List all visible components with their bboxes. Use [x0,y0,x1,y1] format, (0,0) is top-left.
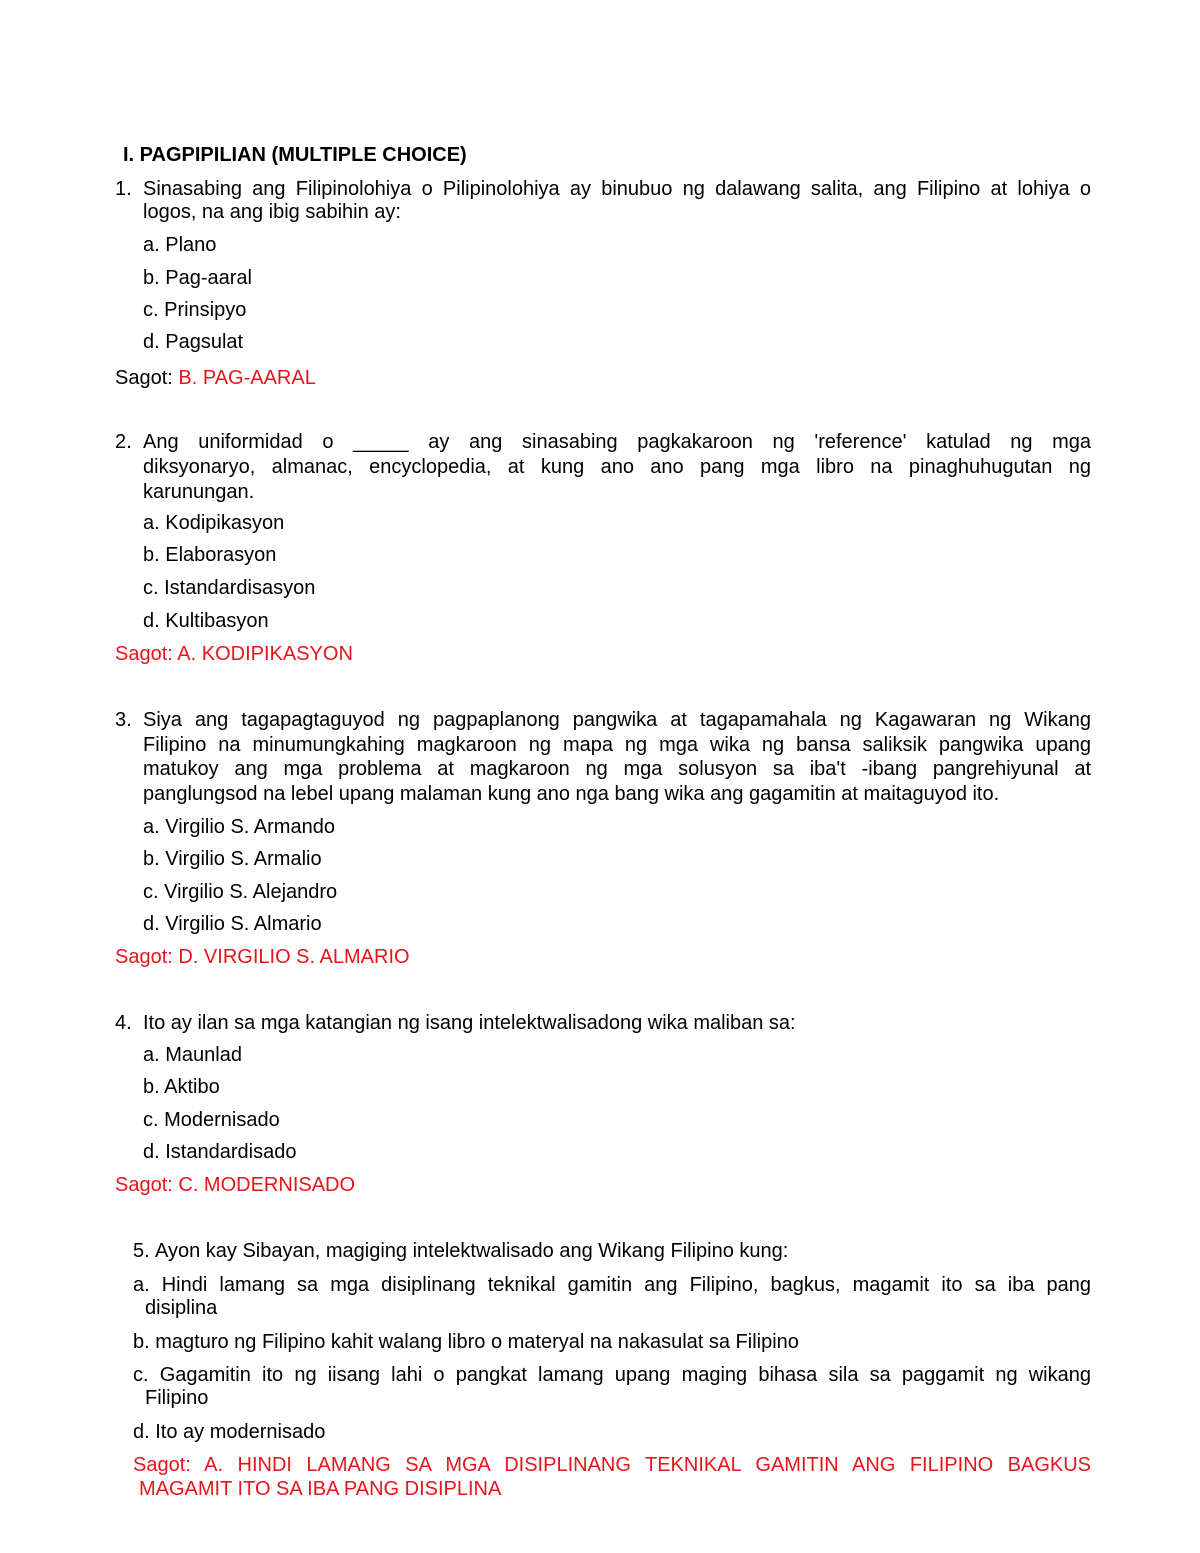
choice-b: b. Aktibo [143,1076,220,1098]
question-text-line: Ang uniformidad o _____ ay ang sinasabing pagkakaroon ng 'reference' katulad ng mga [143,431,1091,453]
answer-label: Sagot: [115,367,179,389]
choice-d: d. Virgilio S. Almario [143,913,322,935]
question-text-line: Sinasabing ang Filipinolohiya o Pilipinolohiya ay binubuo ng dalawang salita, ang Filipino at lohiya o [143,178,1091,200]
choice-b: b. Virgilio S. Armalio [143,848,322,870]
choice-a: a. Hindi lamang sa mga disiplinang teknikal gamitin ang Filipino, bagkus, magamit ito sa iba pang [133,1274,1091,1296]
question-text-line: matukoy ang mga problema at magkaroon ng mga solusyon sa iba't -ibang pangrehiyunal at [143,758,1091,780]
choice-d: d. Istandardisado [143,1141,297,1163]
question-text-line: Filipino na minumungkahing magkaroon ng mapa ng mga wika ng bansa saliksik pangwika upang [143,734,1091,756]
answer-line [115,366,316,390]
question-text-line: panglungsod na lebel upang malaman kung ano nga bang wika ang gagamitin at maitaguyod ito. [143,783,1000,805]
section-title: I. PAGPIPILIAN (MULTIPLE CHOICE) [123,144,467,166]
choice-c-continuation: Filipino [145,1387,209,1409]
question-text-line: logos, na ang ibig sabihin ay: [143,201,401,223]
choice-b: b. magturo ng Filipino kahit walang libro o materyal na nakasulat sa Filipino [133,1331,799,1353]
choice-d: d. Ito ay modernisado [133,1421,326,1443]
choice-a: a. Plano [143,234,217,256]
answer-line: Sagot: A. HINDI LAMANG SA MGA DISIPLINANG TEKNIKAL GAMITIN ANG FILIPINO BAGKUS [133,1454,1091,1476]
answer-line: Sagot: D. VIRGILIO S. ALMARIO [115,946,410,968]
choice-b: b. Pag-aaral [143,267,252,289]
choice-d: d. Pagsulat [143,331,244,353]
choice-c: c. Istandardisasyon [143,577,316,599]
choice-c: c. Modernisado [143,1109,280,1131]
choice-c: c. Virgilio S. Alejandro [143,881,338,903]
question-text-line: Ito ay ilan sa mga katangian ng isang intelektwalisadong wika maliban sa: [143,1012,796,1034]
choice-a: a. Kodipikasyon [143,512,285,534]
question-number: 5. [133,1240,150,1262]
answer-line-continuation: MAGAMIT ITO SA IBA PANG DISIPLINA [139,1478,502,1500]
question-number: 3. [115,709,132,731]
question-number: 1. [115,178,132,200]
choice-c: c. Prinsipyo [143,299,247,321]
choice-a: a. Maunlad [143,1044,242,1066]
choice-c: c. Gagamitin ito ng iisang lahi o pangkat lamang upang maging bihasa sila sa paggamit ng wikang [133,1364,1091,1386]
choice-b: b. Elaborasyon [143,544,277,566]
choice-d: d. Kultibasyon [143,610,269,632]
answer-line: Sagot: C. MODERNISADO [115,1174,356,1196]
question-number: 2. [115,431,132,453]
question-text-line: diksyonaryo, almanac, encyclopedia, at kung ano ano pang mga libro na pinaghuhugutan ng [143,456,1091,478]
question-text-line: Ayon kay Sibayan, magiging intelektwalisado ang Wikang Filipino kung: [155,1240,789,1262]
question-number: 4. [115,1012,132,1034]
answer-text: B. PAG-AARAL [178,367,316,389]
choice-a-continuation: disiplina [145,1297,218,1319]
choice-a: a. Virgilio S. Armando [143,816,335,838]
answer-line: Sagot: A. KODIPIKASYON [115,643,353,665]
question-text-line: Siya ang tagapagtaguyod ng pagpaplanong pangwika at tagapamahala ng Kagawaran ng Wikang [143,709,1091,731]
question-text-line: karunungan. [143,481,255,503]
